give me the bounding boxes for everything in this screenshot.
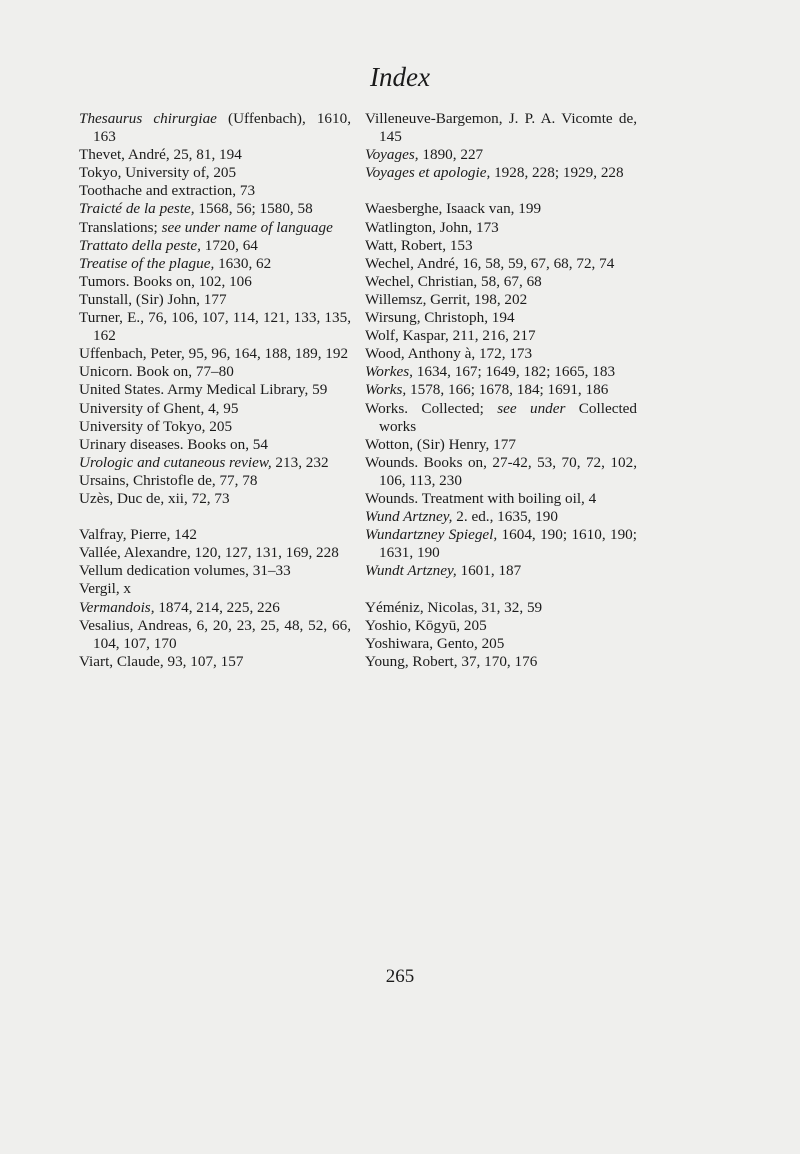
index-entry-title: see under xyxy=(497,399,566,417)
index-entry-text: Urinary diseases. Books on, 54 xyxy=(79,435,268,453)
index-entry xyxy=(365,617,637,635)
index-entry xyxy=(79,200,351,218)
index-entry xyxy=(79,146,351,164)
index-entry-text: 2. ed., 1635, 190 xyxy=(452,508,558,526)
index-entry-text: 213, 232 xyxy=(271,453,329,471)
index-column-right xyxy=(365,110,637,671)
index-entry-title: Thesaurus chirurgiae xyxy=(79,110,217,127)
index-entry xyxy=(365,164,637,182)
index-entry-text: Vesalius, Andreas, 6, 20, 23, 25, 48, 52, 66, 104, 107, 170 xyxy=(79,616,351,652)
index-entry xyxy=(79,363,351,381)
index-entry-text: Vallée, Alexandre, 120, 127, 131, 169, 228 xyxy=(79,544,339,562)
index-entry xyxy=(79,490,351,508)
index-entry xyxy=(79,418,351,436)
index-entry-text: Wechel, André, 16, 58, 59, 67, 68, 72, 74 xyxy=(365,254,615,272)
index-entry xyxy=(79,617,351,653)
index-entry xyxy=(79,526,351,544)
index-entry-text: 1890, 227 xyxy=(418,146,484,164)
index-entry-text: Works. Collected; xyxy=(365,399,498,417)
index-entry xyxy=(365,635,637,653)
index-entry xyxy=(79,219,351,237)
index-entry xyxy=(365,345,637,363)
page-title: Index xyxy=(370,62,430,92)
index-entry-text: Yoshio, Kōgyū, 205 xyxy=(365,616,487,634)
index-entry xyxy=(365,110,637,146)
index-entry-text: Yoshiwara, Gento, 205 xyxy=(365,634,505,652)
index-entry-title: Treatise of the plague, xyxy=(79,254,215,272)
index-entry-text: Tunstall, (Sir) John, 177 xyxy=(79,290,227,308)
index-entry xyxy=(79,182,351,200)
index-entry-text: 1720, 64 xyxy=(200,236,258,254)
index-entry xyxy=(79,436,351,454)
index-entry xyxy=(365,146,637,164)
index-column-left xyxy=(79,110,351,671)
index-entry-text: Translations; xyxy=(79,218,162,236)
index-entry xyxy=(79,653,351,671)
index-entry xyxy=(365,490,637,508)
index-entry-text: Wolf, Kaspar, 211, 216, 217 xyxy=(365,327,536,345)
index-entry xyxy=(79,255,351,273)
index-entry-text: Wotton, (Sir) Henry, 177 xyxy=(365,435,516,453)
index-entry xyxy=(365,562,637,580)
index-entry xyxy=(79,164,351,182)
index-entry-title: Trattato della peste, xyxy=(79,236,201,254)
index-entry-text: Thevet, André, 25, 81, 194 xyxy=(79,146,242,164)
index-entry-text: Wounds. Books on, 27-42, 53, 70, 72, 102, 106, 113, 230 xyxy=(365,453,637,489)
index-entry-text: Viart, Claude, 93, 107, 157 xyxy=(79,652,244,670)
index-entry-text: Vergil, x xyxy=(79,580,132,598)
index-entry-text: Willemsz, Gerrit, 198, 202 xyxy=(365,290,528,308)
index-entry-title: Vermandois, xyxy=(79,598,155,616)
index-entry xyxy=(365,400,637,436)
index-entry-text: Ursains, Christofle de, 77, 78 xyxy=(79,471,258,489)
index-entry-text: Turner, E., 76, 106, 107, 114, 121, 133, 135, 162 xyxy=(79,309,351,345)
index-entry xyxy=(365,526,637,562)
index-entry-text: 1630, 62 xyxy=(214,254,272,272)
index-entry xyxy=(79,110,351,146)
index-entry xyxy=(79,580,351,598)
index-entry xyxy=(79,544,351,562)
index-entry xyxy=(79,381,351,399)
index-entry-text: 1634, 167; 1649, 182; 1665, 183 xyxy=(412,363,616,381)
index-entry-text: Wechel, Christian, 58, 67, 68 xyxy=(365,272,542,290)
index-entry-text: 1578, 166; 1678, 184; 1691, 186 xyxy=(406,381,609,399)
index-entry-text: Tokyo, University of, 205 xyxy=(79,164,237,182)
index-entry-text: Wounds. Treatment with boiling oil, 4 xyxy=(365,489,597,507)
index-entry xyxy=(79,400,351,418)
index-entry xyxy=(79,291,351,309)
index-entry xyxy=(365,219,637,237)
index-entry xyxy=(365,454,637,490)
index-entry xyxy=(365,200,637,218)
index-entry xyxy=(79,237,351,255)
index-entry xyxy=(79,309,351,345)
index-entry xyxy=(365,291,637,309)
index-entry-text: 1928, 228; 1929, 228 xyxy=(490,164,624,182)
index-entry-text: 1604, 190; 1610, 190; 1631, 190 xyxy=(379,526,637,562)
index-entry xyxy=(365,381,637,399)
index-entry xyxy=(365,599,637,617)
index-entry xyxy=(79,345,351,363)
index-entry-text: Young, Robert, 37, 170, 176 xyxy=(365,652,538,670)
index-entry xyxy=(365,653,637,671)
index-entry xyxy=(365,237,637,255)
index-entry-text: Collected works xyxy=(379,399,638,435)
index-entry-title: Workes, xyxy=(365,363,413,381)
index-entry-title: Urologic and cutaneous review, xyxy=(79,453,272,471)
index-entry-text: University of Tokyo, 205 xyxy=(79,417,233,435)
index-entry-text: Watt, Robert, 153 xyxy=(365,236,473,254)
index-entry xyxy=(79,562,351,580)
index-entry xyxy=(365,309,637,327)
index-entry-text: Watlington, John, 173 xyxy=(365,218,499,236)
index-entry xyxy=(365,436,637,454)
index-entry-text: Valfray, Pierre, 142 xyxy=(79,526,197,544)
index-entry xyxy=(365,327,637,345)
index-entry-title: Wund Artzney, xyxy=(365,508,453,526)
index-entry-title: Wundt Artzney, xyxy=(365,562,457,580)
index-entry xyxy=(79,454,351,472)
index-entry-text: Uffenbach, Peter, 95, 96, 164, 188, 189, 192 xyxy=(79,345,349,363)
index-entry xyxy=(365,508,637,526)
index-entry-text: Tumors. Books on, 102, 106 xyxy=(79,272,252,290)
index-entry-text: Wood, Anthony à, 172, 173 xyxy=(365,345,533,363)
index-entry-text: Toothache and extraction, 73 xyxy=(79,182,256,200)
index-entry-title: Voyages et apologie, xyxy=(365,164,491,182)
index-entry-text: University of Ghent, 4, 95 xyxy=(79,399,239,417)
index-entry xyxy=(365,255,637,273)
index-entry-text: Wirsung, Christoph, 194 xyxy=(365,309,515,327)
index-entry-title: Wundartzney Spiegel, xyxy=(365,526,498,544)
index-entry-text: 1568, 56; 1580, 58 xyxy=(194,200,313,218)
letter-group-gap xyxy=(365,580,637,598)
page-number: 265 xyxy=(385,966,415,987)
index-entry xyxy=(79,599,351,617)
index-entry-text: United States. Army Medical Library, 59 xyxy=(79,381,328,399)
index-entry-text: Yéméniz, Nicolas, 31, 32, 59 xyxy=(365,598,543,616)
index-entry-title: Voyages, xyxy=(365,146,419,164)
index-entry xyxy=(365,273,637,291)
index-entry xyxy=(79,472,351,490)
index-entry-text: Unicorn. Book on, 77–80 xyxy=(79,363,234,381)
index-entry-text: (Uffenbach), 1610, 163 xyxy=(93,110,351,146)
index-entry-title: Traicté de la peste, xyxy=(79,200,195,218)
index-entry-text: Vellum dedication volumes, 31–33 xyxy=(79,562,291,580)
index-entry xyxy=(79,273,351,291)
index-entry-text: 1601, 187 xyxy=(456,562,522,580)
letter-group-gap xyxy=(365,182,637,200)
index-entry-text: Villeneuve-Bargemon, J. P. A. Vicomte de, 145 xyxy=(365,110,637,146)
letter-group-gap xyxy=(79,508,351,526)
index-entry-text: Uzès, Duc de, xii, 72, 73 xyxy=(79,489,230,507)
index-entry-text: 1874, 214, 225, 226 xyxy=(154,598,280,616)
index-entry xyxy=(365,363,637,381)
index-entry-text: Waesberghe, Isaack van, 199 xyxy=(365,200,542,218)
index-entry-title: see under name of language xyxy=(161,218,333,236)
index-entry-title: Works, xyxy=(365,381,407,399)
